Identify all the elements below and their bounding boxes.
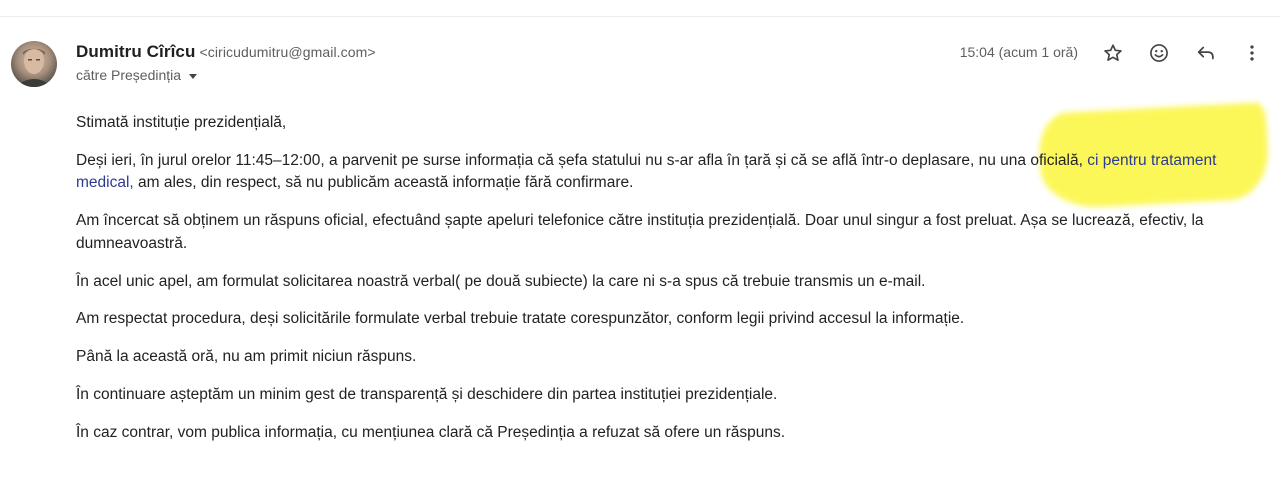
chevron-down-icon[interactable]	[189, 74, 197, 79]
email-body	[76, 112, 1266, 459]
more-vert-icon	[1241, 42, 1263, 64]
highlighted-text: ci pentru tratament medical,	[76, 151, 1217, 192]
timestamp: 15:04 (acum 1 oră)	[959, 44, 1078, 60]
top-divider	[0, 16, 1280, 17]
reply-icon	[1195, 42, 1217, 64]
recipient-label: către Președinția	[76, 67, 182, 83]
avatar[interactable]	[11, 41, 57, 87]
body-paragraph: Până la această oră, nu am primit niciun răspuns.	[76, 348, 417, 366]
body-paragraph	[76, 150, 1266, 195]
star-button[interactable]	[1098, 38, 1128, 68]
emoji-icon	[1148, 42, 1170, 64]
add-reaction-button[interactable]	[1144, 38, 1174, 68]
greeting: Stimată instituție prezidențială,	[76, 114, 287, 131]
body-text: Deși ieri, în jurul orelor 11:45–12:00, a parvenit pe surse informația că șefa statului nu s-ar afla în țară și că se află într-o deplasare, nu una oficială,	[76, 151, 1083, 169]
star-icon	[1102, 42, 1124, 64]
recipient-line	[76, 67, 197, 83]
more-options-button[interactable]	[1237, 38, 1267, 68]
avatar-face-icon	[11, 41, 57, 87]
body-paragraph: În caz contrar, vom publica informația, cu mențiunea clară că Președinția a refuzat să ofere un răspuns.	[76, 423, 786, 441]
sender-name: Dumitru Cîrîcu	[76, 42, 196, 61]
body-paragraph: Am încercat să obținem un răspuns oficial, efectuând șapte apeluri telefonice către instituția prezidențială. Doar unul singur a fost preluat. Așa se lucrează, efectiv, la dumneavoastră.	[76, 212, 1204, 252]
body-paragraph: În continuare așteptăm un minim gest de transparență și deschidere din partea instituției prezidențiale.	[76, 385, 778, 403]
body-paragraph: În acel unic apel, am formulat solicitarea noastră verbal( pe două subiecte) la care ni s-a spus că trebuie transmis un e-mail.	[76, 272, 926, 290]
body-paragraph: Am respectat procedura, deși solicitările formulate verbal trebuie tratate corespunzător, conform legii privind accesul la informație.	[76, 310, 965, 328]
body-text: am ales, din respect, să nu publicăm această informație fără confirmare.	[138, 174, 634, 192]
sender-email: <ciricudumitru@gmail.com>	[199, 44, 376, 60]
sender-line	[76, 42, 376, 62]
reply-button[interactable]	[1191, 38, 1221, 68]
